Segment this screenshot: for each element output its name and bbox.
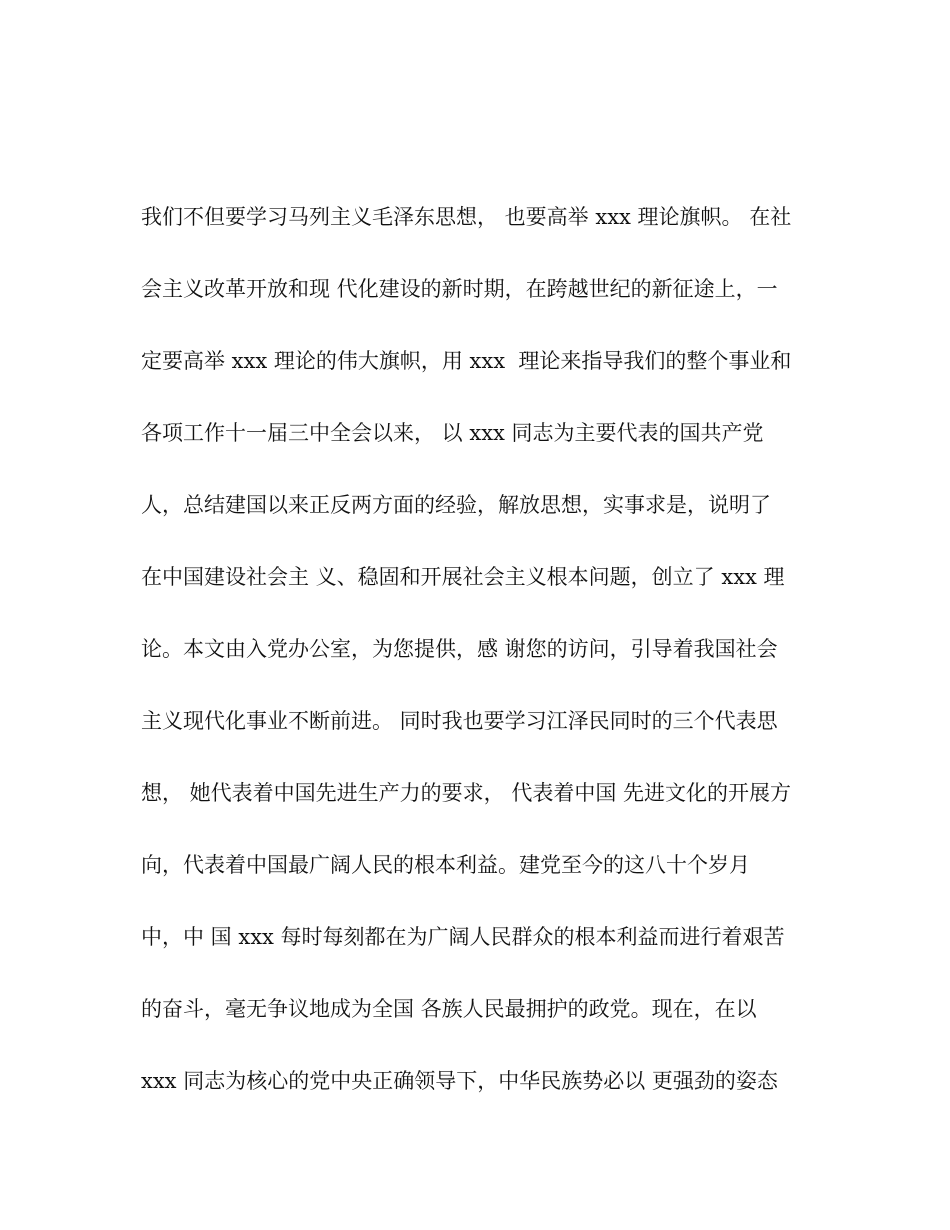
text-line: 会主义改革开放和现 代化建设的新时期，在跨越世纪的新征途上，一 — [141, 277, 778, 301]
text-line: 各项工作十一届三中全会以来， 以 xxx 同志为主要代表的国共产党 — [141, 421, 764, 445]
text-line: 在中国建设社会主 义、稳固和开展社会主义根本问题，创立了 xxx 理 — [141, 565, 785, 589]
text-line: 我们不但要学习马列主义毛泽东思想， 也要高举 xxx 理论旗帜。 在社 — [141, 205, 792, 229]
body-text — [141, 196, 821, 1132]
text-line: 想， 她代表着中国先进生产力的要求， 代表着中国 先进文化的开展方 — [141, 781, 792, 805]
text-line: 的奋斗，毫无争议地成为全国 各族人民最拥护的政党。现在，在以 — [141, 997, 757, 1021]
text-line: 向，代表着中国最广阔人民的根本利益。建党至今的这八十个岁月 — [141, 853, 750, 877]
text-line: 主义现代化事业不断前进。 同时我也要学习江泽民同时的三个代表思 — [141, 709, 778, 733]
text-line: xxx 同志为核心的党中央正确领导下，中华民族势必以 更强劲的姿态 — [141, 1069, 778, 1093]
text-line: 定要高举 xxx 理论的伟大旗帜，用 xxx 理论来指导我们的整个事业和 — [141, 349, 792, 373]
text-line: 论。本文由入党办公室，为您提供，感 谢您的访问，引导着我国社会 — [141, 637, 778, 661]
text-line: 人，总结建国以来正反两方面的经验，解放思想，实事求是，说明了 — [141, 493, 771, 517]
text-line: 中，中 国 xxx 每时每刻都在为广阔人民群众的根本利益而进行着艰苦 — [141, 925, 785, 949]
